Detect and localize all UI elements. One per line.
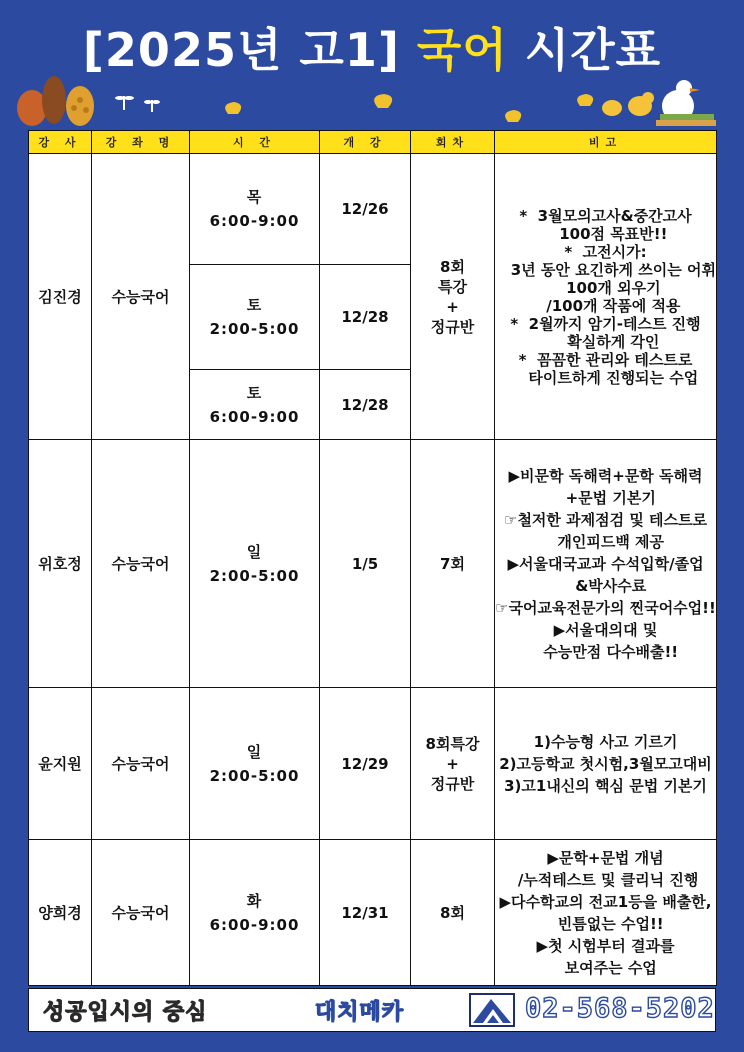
- time-cell: [190, 370, 320, 440]
- note-line: 100점 목표반!!: [543, 224, 668, 243]
- time-cell: [190, 688, 320, 840]
- note-line: 빈틈없는 수업!!: [547, 914, 664, 933]
- note-line: +문법 기본기: [555, 488, 656, 507]
- note-line: &박사수료: [564, 576, 647, 595]
- table-row: [29, 154, 717, 265]
- time-label: 6:00-9:00: [209, 212, 300, 230]
- books-icon: [656, 114, 716, 126]
- notes-cell: [495, 440, 717, 688]
- count-text: 7회: [440, 555, 465, 573]
- start-cell: 12/26: [320, 154, 411, 265]
- note-line: ▶첫 시험부터 결과를: [536, 936, 675, 955]
- time-label: 2:00-5:00: [209, 566, 300, 585]
- note-line: ▶비문학 독해력+문학 독해력: [508, 466, 703, 485]
- day-label: 목: [246, 188, 263, 206]
- note-line: 보여주는 수업: [554, 958, 657, 977]
- course-cell: 수능국어: [92, 688, 190, 840]
- header-time: 시 간: [190, 131, 320, 154]
- day-label: 토: [246, 383, 263, 402]
- teacher-cell: 윤지원: [29, 688, 92, 840]
- note-line: 2)고등학교 첫시험,3월모고대비: [499, 754, 712, 773]
- header-course: 강 좌 명: [92, 131, 190, 154]
- autumn-decoration: [0, 70, 744, 132]
- time-label: 2:00-5:00: [209, 320, 300, 338]
- start-cell: 1/5: [320, 440, 411, 688]
- teacher-cell: 양희경: [29, 840, 92, 986]
- teacher-cell: 위호정: [29, 440, 92, 688]
- title-prefix: [2025년 고1]: [82, 23, 400, 77]
- note-line: 개인피드백 제공: [546, 532, 665, 551]
- note-line: /누적테스트 및 클리닉 진행: [512, 870, 699, 889]
- note-line: ▶문학+문법 개념: [547, 848, 664, 867]
- notes-cell: [495, 840, 717, 986]
- start-cell: 12/31: [320, 840, 411, 986]
- day-label: 일: [246, 542, 263, 561]
- note-line: * 3월모의고사&중간고사: [519, 206, 692, 225]
- teacher-cell: 김진경: [29, 154, 92, 440]
- table-header-row: [29, 131, 717, 154]
- footer-slogan: 성공입시의 중심: [43, 1000, 208, 1025]
- note-line: 타이트하게 진행되는 수업: [512, 368, 699, 387]
- count-text: 8회특강 + 정규반: [425, 734, 480, 793]
- dragonfly-icon: [115, 96, 160, 112]
- start-cell: 12/28: [320, 265, 411, 370]
- course-cell: 수능국어: [92, 840, 190, 986]
- course-cell: 수능국어: [92, 154, 190, 440]
- time-cell: [190, 840, 320, 986]
- note-line: 확실하게 각인: [551, 332, 660, 351]
- header-count: 회차: [411, 131, 495, 154]
- note-line: 3년 동안 요긴하게 쓰이는 어휘: [495, 260, 716, 279]
- day-label: 일: [246, 742, 263, 761]
- note-line: /100개 작품에 적용: [530, 296, 681, 315]
- table-row: [29, 440, 717, 688]
- time-cell: [190, 265, 320, 370]
- time-label: 6:00-9:00: [209, 915, 300, 934]
- note-line: 100개 외우기: [550, 278, 661, 297]
- time-label: 2:00-5:00: [209, 766, 300, 785]
- note-line: 1)수능형 사고 기르기: [533, 732, 678, 751]
- header-start: 개 강: [320, 131, 411, 154]
- count-text: 8회: [440, 904, 465, 922]
- notes-cell: [495, 688, 717, 840]
- day-label: 화: [246, 891, 263, 910]
- count-cell: [411, 154, 495, 440]
- notes-cell: [495, 154, 717, 440]
- mountain-logo-icon: [469, 993, 515, 1027]
- header-teacher: 강 사: [29, 131, 92, 154]
- timetable: [28, 130, 717, 986]
- count-text: 8회 특강 + 정규반: [430, 257, 475, 336]
- title-suffix: 시간표: [524, 23, 662, 77]
- course-cell: 수능국어: [92, 440, 190, 688]
- pinecone-icon: [17, 76, 94, 126]
- count-cell: [411, 440, 495, 688]
- note-line: ▶서울대국교과 수석입학/졸업: [507, 554, 704, 573]
- count-cell: [411, 688, 495, 840]
- start-cell: 12/28: [320, 370, 411, 440]
- table-row: [29, 840, 717, 986]
- header-notes: 비고: [495, 131, 717, 154]
- day-label: 토: [246, 296, 263, 314]
- count-cell: [411, 840, 495, 986]
- footer-banner: [28, 988, 716, 1032]
- time-cell: [190, 440, 320, 688]
- ginkgo-leaf-icon: [225, 94, 593, 122]
- note-line: * 2월까지 암기-테스트 진행: [510, 314, 701, 333]
- table-row: [29, 688, 717, 840]
- time-cell: [190, 154, 320, 265]
- note-line: * 꼼꼼한 관리와 테스트로: [518, 350, 693, 369]
- footer-brand: 대치메카: [315, 1000, 405, 1025]
- start-cell: 12/29: [320, 688, 411, 840]
- title-highlight: 국어: [416, 23, 508, 77]
- note-line: ☞철저한 과제점검 및 테스트로: [504, 510, 707, 529]
- footer-phone: 02-568-5202: [525, 993, 715, 1024]
- time-label: 6:00-9:00: [209, 407, 300, 426]
- note-line: ▶서울대의대 및: [553, 620, 658, 639]
- note-line: 수능만점 다수배출!!: [532, 642, 679, 661]
- note-line: ▶다수학교의 전교1등을 배출한,: [499, 892, 712, 911]
- note-line: * 고전시가:: [564, 242, 647, 261]
- note-line: ☞국어교육전문가의 찐국어수업!!: [495, 598, 716, 617]
- note-line: 3)고1내신의 핵심 문법 기본기: [504, 776, 707, 795]
